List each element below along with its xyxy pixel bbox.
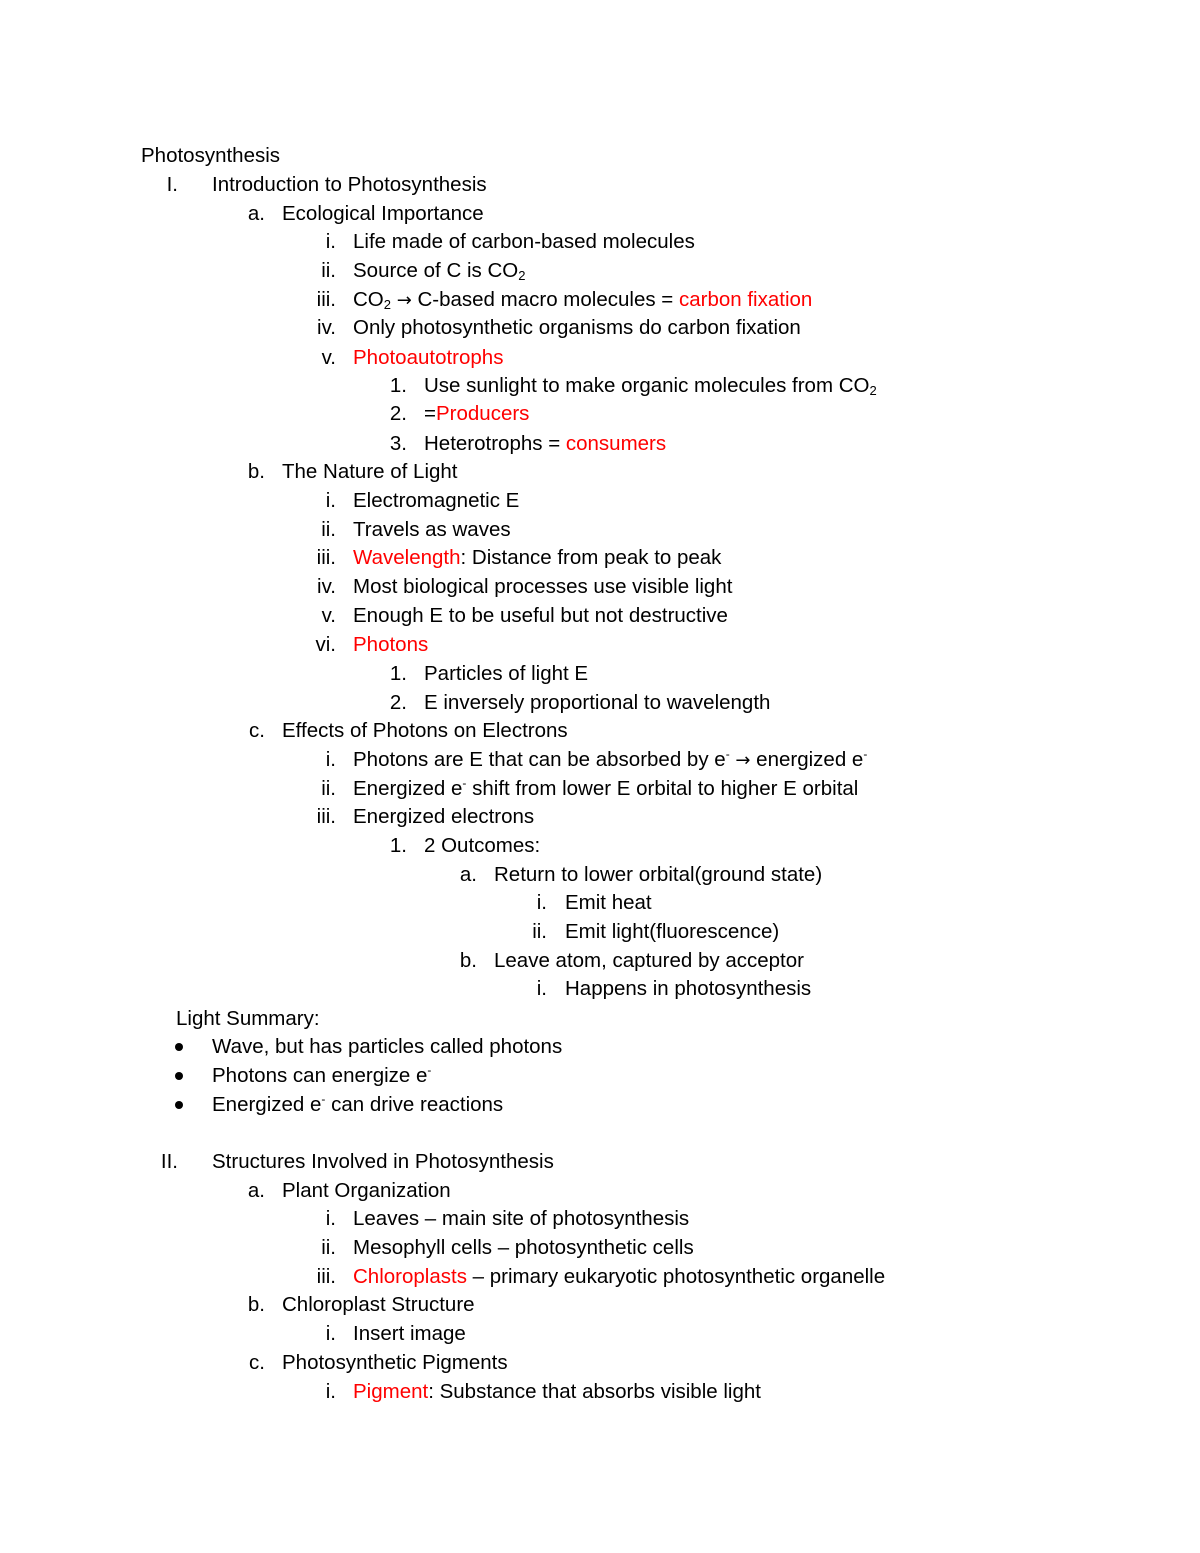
item-text: Life made of carbon-based molecules — [353, 230, 695, 253]
subscript: 2 — [518, 268, 526, 283]
item-text: E inversely proportional to wavelength — [424, 691, 771, 714]
item-text: Energized e — [353, 777, 463, 800]
key-term: Producers — [435, 402, 530, 425]
item-marker: ii. — [321, 777, 336, 800]
item-marker: v. — [321, 604, 336, 627]
item-marker: ii. — [321, 518, 336, 541]
item-marker: i. — [325, 230, 336, 253]
item-text: Energized e — [212, 1093, 322, 1116]
superscript: - — [462, 776, 467, 790]
number-marker: 1. — [389, 662, 407, 685]
superscript: - — [427, 1063, 432, 1077]
bullet-icon — [175, 1043, 183, 1051]
item-marker: i. — [325, 1322, 336, 1345]
item-line — [353, 1265, 885, 1289]
item-text: Happens in photosynthesis — [565, 977, 812, 1000]
subsection-heading: Effects of Photons on Electrons — [282, 719, 568, 742]
item-text: : Substance that absorbs visible light — [428, 1380, 761, 1403]
item-text: Insert image — [353, 1322, 466, 1345]
number-marker: 3. — [389, 432, 407, 455]
item-marker: iv. — [317, 575, 336, 598]
item-text: Source of C is CO — [353, 259, 519, 282]
superscript: - — [863, 747, 868, 761]
item-line — [353, 748, 867, 773]
item-text: Travels as waves — [353, 518, 511, 541]
item-text: Heterotrophs = — [424, 432, 566, 455]
item-text: Only photosynthetic organisms do carbon fixation — [353, 316, 801, 339]
subscript: 2 — [383, 297, 391, 312]
item-text: CO — [353, 288, 384, 311]
item-line — [424, 402, 529, 426]
item-marker: vi. — [315, 633, 336, 656]
subsection-heading: The Nature of Light — [282, 460, 458, 483]
section-marker: II. — [160, 1150, 178, 1173]
summary-item: Wave, but has particles called photons — [212, 1035, 563, 1058]
item-text: Mesophyll cells – photosynthetic cells — [353, 1236, 694, 1259]
item-marker: iii. — [316, 1265, 336, 1288]
item-marker: iv. — [317, 316, 336, 339]
item-text: Leave atom, captured by acceptor — [494, 949, 804, 972]
item-marker: i. — [536, 977, 547, 1000]
item-marker: ii. — [321, 259, 336, 282]
item-text: Most biological processes use visible light — [353, 575, 733, 598]
item-marker: i. — [325, 489, 336, 512]
subsection-marker: b. — [459, 949, 477, 972]
item-text: 2 Outcomes: — [424, 834, 541, 857]
subsection-marker: a. — [459, 863, 477, 886]
item-line — [353, 777, 858, 801]
item-marker: ii. — [532, 920, 547, 943]
subsection-marker: a. — [247, 1179, 265, 1202]
subsection-marker: b. — [247, 1293, 265, 1316]
item-line — [353, 546, 721, 570]
number-marker: 1. — [389, 374, 407, 397]
item-marker: iii. — [316, 805, 336, 828]
item-text: – primary eukaryotic photosynthetic organelle — [466, 1265, 886, 1288]
summary-item — [212, 1064, 431, 1088]
item-line — [353, 259, 525, 283]
subsection-marker: b. — [247, 460, 265, 483]
item-text: C-based macro molecules = — [411, 288, 679, 311]
summary-heading: Light Summary: — [176, 1007, 320, 1030]
document-title: Photosynthesis — [141, 144, 281, 167]
section-heading: Introduction to Photosynthesis — [212, 173, 487, 196]
bullet-icon — [175, 1072, 183, 1080]
item-text: can drive reactions — [325, 1093, 504, 1116]
item-marker: v. — [321, 346, 336, 369]
subsection-heading: Ecological Importance — [282, 202, 484, 225]
subsection-heading: Photosynthetic Pigments — [282, 1351, 508, 1374]
key-term: Chloroplasts — [353, 1265, 467, 1288]
item-marker: i. — [325, 1207, 336, 1230]
item-line — [353, 288, 812, 313]
key-term: consumers — [565, 432, 667, 455]
arrow-right-icon: → — [396, 290, 412, 311]
item-marker: ii. — [321, 1236, 336, 1259]
item-text: Electromagnetic E — [353, 489, 520, 512]
key-term: carbon fixation — [678, 288, 813, 311]
item-marker: i. — [536, 891, 547, 914]
item-marker: i. — [325, 1380, 336, 1403]
superscript: - — [321, 1092, 326, 1106]
item-text: Emit light(fluorescence) — [565, 920, 780, 943]
number-marker: 2. — [389, 402, 407, 425]
item-line — [353, 1380, 761, 1404]
subscript: 2 — [869, 383, 877, 398]
item-marker: i. — [325, 748, 336, 771]
section-heading: Structures Involved in Photosynthesis — [212, 1150, 554, 1173]
item-line — [424, 374, 877, 398]
arrow-right-icon: → — [735, 750, 751, 771]
item-text: shift from lower E orbital to higher E orbital — [466, 777, 859, 800]
item-text: Use sunlight to make organic molecules from CO — [424, 374, 870, 397]
item-text: Energized electrons — [353, 805, 535, 828]
item-text: Particles of light E — [424, 662, 589, 685]
subsection-marker: c. — [249, 719, 265, 742]
subsection-heading: Plant Organization — [282, 1179, 451, 1202]
item-text: Photons can energize e — [212, 1064, 428, 1087]
item-marker: iii. — [316, 546, 336, 569]
item-text: = — [424, 402, 436, 425]
summary-item — [212, 1093, 503, 1117]
key-term: Photoautotrophs — [353, 346, 504, 369]
item-text: Leaves – main site of photosynthesis — [353, 1207, 690, 1230]
key-term: Pigment — [353, 1380, 429, 1403]
subsection-heading: Chloroplast Structure — [282, 1293, 475, 1316]
item-text: Photons are E that can be absorbed by e — [353, 748, 726, 771]
item-text: Enough E to be useful but not destructive — [353, 604, 728, 627]
bullet-icon — [175, 1101, 183, 1109]
item-text: Emit heat — [565, 891, 652, 914]
subsection-marker: a. — [247, 202, 265, 225]
section-marker: I. — [166, 173, 178, 196]
item-marker: iii. — [316, 288, 336, 311]
superscript: - — [725, 747, 730, 761]
item-line — [424, 432, 666, 456]
subsection-marker: c. — [249, 1351, 265, 1374]
number-marker: 2. — [389, 691, 407, 714]
item-text: Return to lower orbital(ground state) — [494, 863, 823, 886]
key-term: Photons — [353, 633, 429, 656]
key-term: Wavelength — [353, 546, 461, 569]
item-text: energized e — [750, 748, 864, 771]
item-text: : Distance from peak to peak — [460, 546, 722, 569]
number-marker: 1. — [389, 834, 407, 857]
